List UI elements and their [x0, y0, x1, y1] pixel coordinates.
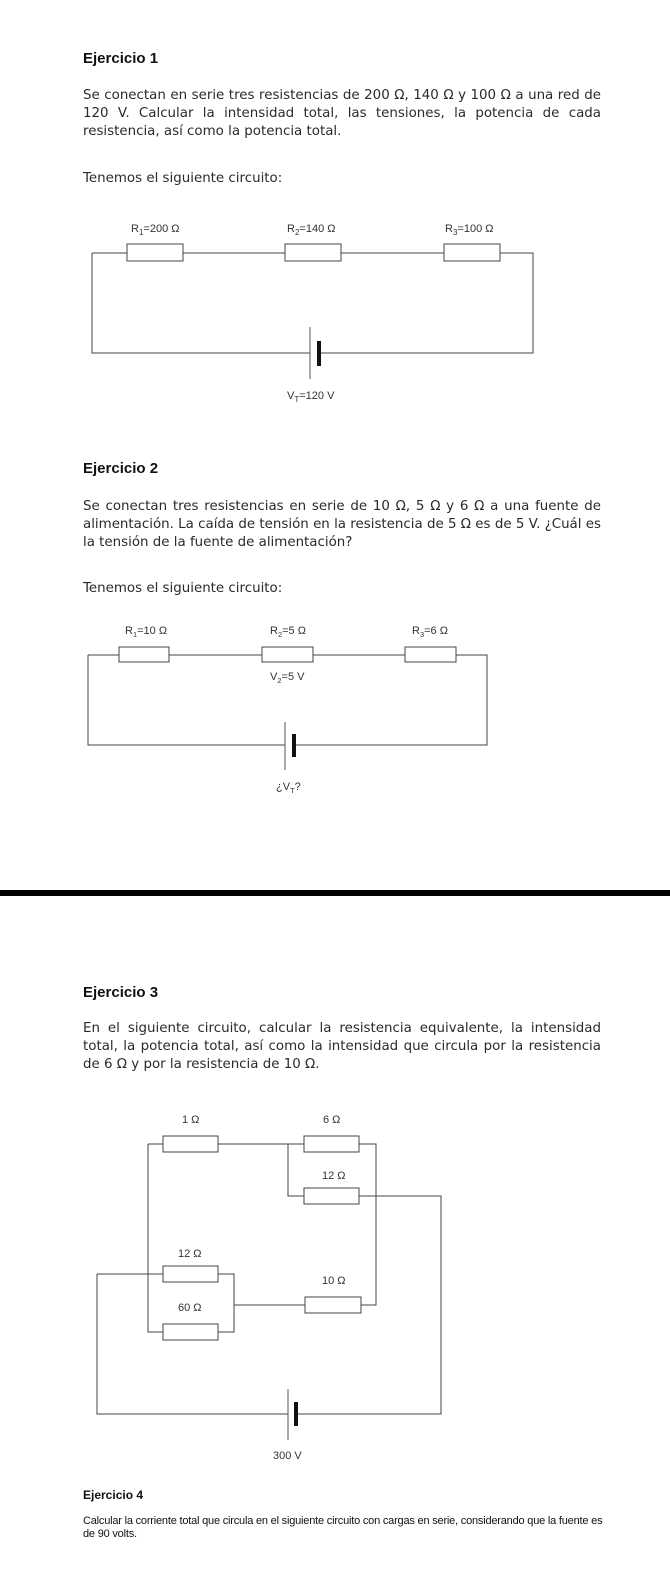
- exercise-4-title: Ejercicio 4: [83, 1488, 144, 1502]
- exercise-1-statement: Se conectan en serie tres resistencias de 200 Ω, 140 Ω y 100 Ω a una red de 120 V. Calcular la intensidad total, las tensiones, la potencia de cada resistencia, así como la potencia total.: [83, 88, 601, 139]
- exercise-2-title: Ejercicio 2: [83, 460, 159, 477]
- label-12-ohm-top: 12 Ω: [322, 1170, 346, 1182]
- resistor-60-ohm: [163, 1324, 218, 1340]
- label-r1: $R_1=200$ Ω: [131, 223, 180, 237]
- label-r2: $R_2=140$ Ω: [287, 223, 336, 237]
- exercise-2-statement: Se conectan tres resistencias en serie de 10 Ω, 5 Ω y 6 Ω a una fuente de alimentación. La caída de tensión en la resistencia de 5 Ω es de 5 V. ¿Cuál es la tensión de la fuente de alimentación?: [83, 499, 601, 550]
- label-60-ohm: 60 Ω: [178, 1302, 202, 1314]
- label-vt: $V_T=120$ V: [287, 390, 335, 404]
- resistor-10-ohm: [305, 1297, 361, 1313]
- label-vt: ¿$V_T$?: [276, 781, 301, 795]
- exercise-3-title: Ejercicio 3: [83, 984, 159, 1001]
- label-v2: $V_2=5$ V: [270, 671, 305, 685]
- exercise-1-title: Ejercicio 1: [83, 50, 159, 67]
- resistor-12-ohm-top: [304, 1188, 359, 1204]
- label-source: 300 V: [273, 1450, 302, 1462]
- label-6-ohm: 6 Ω: [323, 1114, 341, 1126]
- label-r3: $R_3=100$ Ω: [445, 223, 494, 237]
- exercise-4-statement: Calcular la corriente total que circula en el siguiente circuito con cargas en serie, considerando que la fuente es de 90 volts.: [83, 1515, 603, 1540]
- label-r3: $R_3=6$ Ω: [412, 625, 448, 639]
- resistor-12-ohm-left: [163, 1266, 218, 1282]
- exercise-2-intro: Tenemos el siguiente circuito:: [83, 581, 283, 596]
- label-10-ohm: 10 Ω: [322, 1275, 346, 1287]
- label-r2: $R_2=5$ Ω: [270, 625, 306, 639]
- label-1-ohm: 1 Ω: [182, 1114, 200, 1126]
- exercise-3-statement: En el siguiente circuito, calcular la resistencia equivalente, la intensidad total, la potencia total, así como la intensidad que circula por la resistencia de 6 Ω y por la resistencia de 10 Ω.: [83, 1021, 601, 1072]
- exercise-1-intro: Tenemos el siguiente circuito:: [83, 171, 283, 186]
- resistor-6-ohm: [304, 1136, 359, 1152]
- resistor-1-ohm: [163, 1136, 218, 1152]
- label-r1: $R_1=10$ Ω: [125, 625, 168, 639]
- label-12-ohm-left: 12 Ω: [178, 1248, 202, 1260]
